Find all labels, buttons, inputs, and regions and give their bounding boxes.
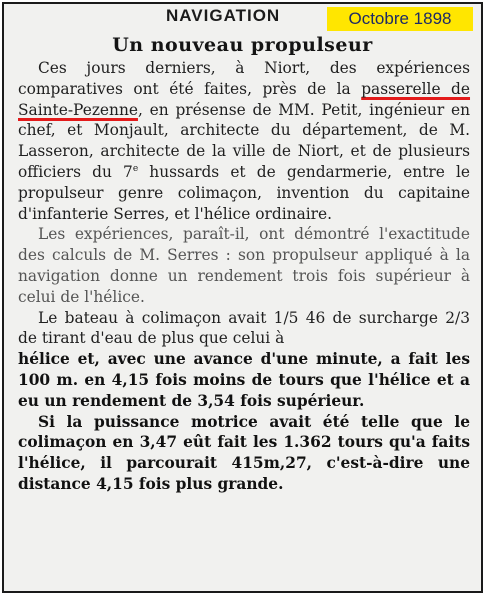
paragraph-1-middle: , en présense de MM. Petit, ingénieur en chef, et Monjault, architecte du département, de M. Lasseron, architecte de la ville de Niort, et de plusieurs officiers du 7 bbox=[18, 100, 470, 181]
paragraph-4: Si la puissance motrice avait été telle que le colimaçon en 3,47 eût fait les 1.362 tours qu'a faits l'hélice, il parcourait 415m,27, c'est-à-dire une distance 4,15 fois plus grande. bbox=[18, 412, 470, 493]
paragraph-1-start: Ces jours derniers, à Niort, des expériences comparatives ont été faites, près de la bbox=[18, 59, 470, 98]
ordinal-superscript: e bbox=[132, 163, 139, 174]
paragraph-3-continuation: hélice et, avec une avance d'une minute, a fait les 100 m. en 4,15 fois moins de tours que l'hélice et a eu un rendement de 3,54 fois supérieur. bbox=[18, 350, 470, 410]
section-title: NAVIGATION bbox=[166, 6, 281, 25]
article-headline: Un nouveau propulseur bbox=[112, 34, 373, 56]
article-body bbox=[18, 58, 470, 495]
paragraph-2: Les expériences, paraît-il, ont démontré l'exactitude des calculs de M. Serres : son propulseur appliqué à la navigation donne un rendement trois fois supérieur à celui de l'hélice. bbox=[18, 225, 470, 306]
paragraph-3: Le bateau à colimaçon avait 1/5 46 de surcharge 2/3 de tirant d'eau de plus que celui à bbox=[18, 308, 470, 348]
paragraph-1 bbox=[18, 58, 470, 224]
date-highlight-badge: Octobre 1898 bbox=[327, 7, 473, 31]
underlined-place-name: passerelle de Sainte-Pezenne bbox=[18, 79, 471, 119]
paragraph-1-end: hussards et de gendarmerie, entre le propulseur genre colimaçon, invention du capitaine d'infanterie Serres, et l'hélice ordinaire. bbox=[18, 162, 471, 223]
newspaper-clipping bbox=[2, 2, 483, 593]
header bbox=[4, 4, 481, 30]
